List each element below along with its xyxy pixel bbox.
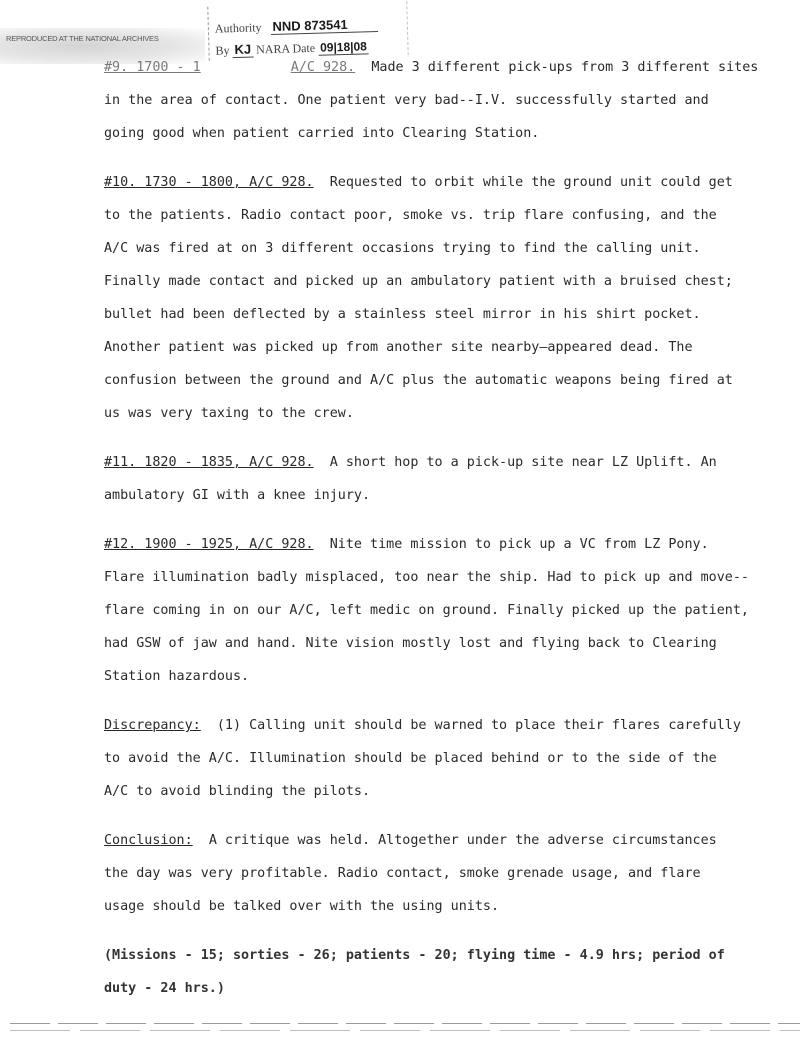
entry-line: Station hazardous. [104, 669, 250, 684]
mission-entry-11 [104, 446, 794, 512]
discrepancy-text: (1) Calling unit should be warned to place their flares carefully [216, 718, 741, 733]
archive-banner-text: REPRODUCED AT THE NATIONAL ARCHIVES [6, 34, 159, 43]
page-bottom-rule [10, 1030, 800, 1031]
entry-line [104, 166, 794, 199]
entry-line: had GSW of jaw and hand. Nite vision mostly lost and flying back to Clearing [104, 636, 717, 651]
page-bottom-rule [10, 1023, 800, 1024]
stamp-by-value: KJ [232, 42, 253, 59]
discrepancy-line [104, 709, 794, 742]
entry-line: bullet had been deflected by a stainless steel mirror in his shirt pocket. [104, 307, 701, 322]
entry-header-tail: A/C 928. [290, 60, 356, 75]
discrepancy-label: Discrepancy: [104, 718, 201, 733]
entry-line: to the patients. Radio contact poor, smoke vs. trip flare confusing, and the [104, 208, 717, 223]
entry-header-obscured: #9. 1700 - 1 [104, 60, 201, 75]
entry-text: Nite time mission to pick up a VC from LZ Pony. [329, 537, 709, 552]
entry-text: A short hop to a pick-up site near LZ Uplift. An [329, 455, 717, 470]
summary-line: (Missions - 15; sorties - 26; patients - 20; flying time - 4.9 hrs; period of [104, 948, 725, 963]
entry-header: #10. 1730 - 1800, A/C 928. [104, 175, 314, 190]
entry-line: going good when patient carried into Clearing Station. [104, 126, 540, 141]
stamp-authority-value: NND 873541 [270, 16, 378, 35]
entry-line: Finally made contact and picked up an ambulatory patient with a bruised chest; [104, 274, 733, 289]
conclusion-text: A critique was held. Altogether under the adverse circumstances [208, 833, 717, 848]
stamp-authority-label: Authority [214, 20, 262, 36]
conclusion-label: Conclusion: [104, 833, 193, 848]
stamp-nara-date-value: 09|18|08 [318, 39, 369, 55]
entry-line: Another patient was picked up from another site nearby—appeared dead. The [104, 340, 693, 355]
conclusion-section [104, 824, 794, 923]
entry-text: Requested to orbit while the ground unit could get [329, 175, 733, 190]
discrepancy-section [104, 709, 794, 808]
entry-line [104, 528, 794, 561]
discrepancy-line: A/C to avoid blinding the pilots. [104, 784, 371, 799]
summary-section [104, 939, 794, 1005]
stamp-by-label: By [215, 43, 230, 58]
stamp-nara-date-label: NARA Date [255, 40, 316, 57]
entry-line: confusion between the ground and A/C plus the automatic weapons being fired at [104, 373, 733, 388]
entry-line: in the area of contact. One patient very bad--I.V. successfully started and [104, 93, 709, 108]
document-body [104, 51, 794, 1005]
entry-line [104, 51, 794, 84]
conclusion-line: the day was very profitable. Radio contact, smoke grenade usage, and flare [104, 866, 701, 881]
conclusion-line [104, 824, 794, 857]
mission-entry-10 [104, 166, 794, 430]
discrepancy-line: to avoid the A/C. Illumination should be placed behind or to the side of the [104, 751, 717, 766]
stamp-authority-row [215, 16, 378, 37]
entry-text: Made 3 different pick-ups from 3 different sites [371, 60, 759, 75]
summary-line: duty - 24 hrs.) [104, 981, 225, 996]
entry-line: ambulatory GI with a knee injury. [104, 488, 371, 503]
mission-entry-9 [104, 51, 794, 150]
entry-header: #12. 1900 - 1925, A/C 928. [104, 537, 314, 552]
mission-entry-12 [104, 528, 794, 693]
entry-line: us was very taxing to the crew. [104, 406, 354, 421]
entry-line: A/C was fired at on 3 different occasions trying to find the calling unit. [104, 241, 701, 256]
conclusion-line: usage should be talked over with the using units. [104, 899, 500, 914]
entry-line: Flare illumination badly misplaced, too near the ship. Had to pick up and move-- [104, 570, 749, 585]
entry-line [104, 446, 794, 479]
entry-line: flare coming in on our A/C, left medic on ground. Finally picked up the patient, [104, 603, 749, 618]
entry-header: #11. 1820 - 1835, A/C 928. [104, 455, 314, 470]
